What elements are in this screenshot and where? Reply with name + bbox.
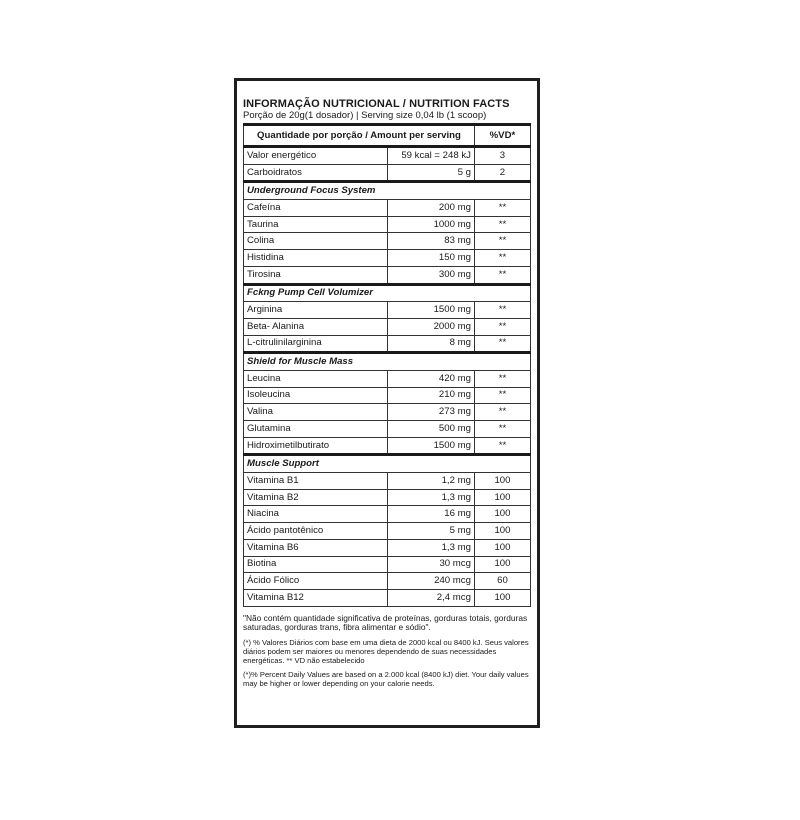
footnote-daily-values-pt: (*) % Valores Diários com base em uma dieta de 2000 kcal ou 8400 kJ. Seus valores diários podem ser maiores ou menores dependendo de suas necessidades energéticas. ** VD não estabelecido: [243, 637, 529, 665]
nutrient-vd: 100: [474, 539, 530, 556]
nutrient-amount: 150 mg: [387, 250, 474, 267]
nutrient-row: [244, 437, 531, 455]
nutrient-name: Cafeína: [244, 200, 388, 217]
nutrient-vd: **: [474, 421, 530, 438]
nutrient-amount: 210 mg: [387, 387, 474, 404]
nutrient-vd: **: [474, 404, 530, 421]
nutrient-name: Vitamina B1: [244, 473, 388, 490]
section-title: Underground Focus System: [244, 182, 531, 200]
nutrient-vd: **: [474, 200, 530, 217]
nutrient-vd: 2: [474, 164, 530, 182]
nutrient-name: Arginina: [244, 302, 388, 319]
nutrient-name: Carboidratos: [244, 164, 388, 182]
nutrient-vd: 100: [474, 489, 530, 506]
section-header: [244, 353, 531, 371]
nutrient-row: [244, 250, 531, 267]
nutrient-row: [244, 489, 531, 506]
nutrient-name: Valor energético: [244, 147, 388, 165]
nutrient-amount: 1500 mg: [387, 437, 474, 455]
nutrient-vd: **: [474, 250, 530, 267]
nutrient-name: Biotina: [244, 556, 388, 573]
nutrient-row: [244, 164, 531, 182]
nutrient-row: [244, 216, 531, 233]
nutrient-amount: 16 mg: [387, 506, 474, 523]
nutrient-amount: 30 mcg: [387, 556, 474, 573]
nutrient-row: [244, 370, 531, 387]
nutrient-name: Vitamina B2: [244, 489, 388, 506]
nutrient-amount: 200 mg: [387, 200, 474, 217]
nutrient-name: Taurina: [244, 216, 388, 233]
nutrient-name: Ácido Fólico: [244, 573, 388, 590]
nutrient-amount: 5 mg: [387, 523, 474, 540]
nutrient-amount: 1000 mg: [387, 216, 474, 233]
nutrient-row: [244, 233, 531, 250]
nutrient-amount: 1,3 mg: [387, 539, 474, 556]
nutrient-vd: 100: [474, 523, 530, 540]
nutrient-amount: 1,3 mg: [387, 489, 474, 506]
serving-size: Porção de 20g(1 dosador) | Serving size 0,04 lb (1 scoop): [243, 110, 487, 121]
nutrient-vd: 3: [474, 147, 530, 165]
nutrient-name: Tirosina: [244, 266, 388, 284]
vd-header: %VD*: [474, 125, 530, 147]
nutrient-vd: **: [474, 233, 530, 250]
nutrient-amount: 2,4 mcg: [387, 589, 474, 606]
section-title: Fckng Pump Cell Volumizer: [244, 284, 531, 302]
nutrient-vd: **: [474, 437, 530, 455]
nutrient-row: [244, 539, 531, 556]
table-header: [244, 125, 531, 147]
section-header: [244, 284, 531, 302]
nutrient-name: Isoleucina: [244, 387, 388, 404]
nutrient-amount: 83 mg: [387, 233, 474, 250]
nutrient-amount: 240 mcg: [387, 573, 474, 590]
amount-per-serving-header: Quantidade por porção / Amount per serving: [244, 125, 475, 147]
nutrient-name: Niacina: [244, 506, 388, 523]
nutrient-row: [244, 387, 531, 404]
nutrient-amount: 1,2 mg: [387, 473, 474, 490]
nutrient-amount: 500 mg: [387, 421, 474, 438]
section-header: [244, 182, 531, 200]
footnotes: [243, 614, 531, 688]
label-title: INFORMAÇÃO NUTRICIONAL / NUTRITION FACTS: [243, 98, 510, 110]
nutrient-row: [244, 200, 531, 217]
nutrient-name: Glutamina: [244, 421, 388, 438]
nutrient-row: [244, 556, 531, 573]
nutrient-name: L-citrulinilarginina: [244, 335, 388, 353]
nutrient-name: Vitamina B6: [244, 539, 388, 556]
nutrient-amount: 273 mg: [387, 404, 474, 421]
nutrient-vd: **: [474, 302, 530, 319]
nutrient-row: [244, 266, 531, 284]
nutrient-row: [244, 302, 531, 319]
footnote-daily-values-en: (*)% Percent Daily Values are based on a 2.000 kcal (8400 kJ) diet. Your daily values may be higher or lower depending on your calorie needs.: [243, 669, 529, 688]
nutrient-name: Histidina: [244, 250, 388, 267]
nutrient-amount: 8 mg: [387, 335, 474, 353]
nutrient-vd: **: [474, 387, 530, 404]
nutrient-row: [244, 147, 531, 165]
nutrition-facts-label: [234, 78, 540, 728]
footnote-no-significant: "Não contém quantidade significativa de proteínas, gorduras totais, gorduras saturadas, gorduras trans, fibra alimentar e sódio".: [243, 612, 528, 633]
nutrient-row: [244, 573, 531, 590]
nutrient-row: [244, 523, 531, 540]
nutrient-row: [244, 473, 531, 490]
nutrient-amount: 420 mg: [387, 370, 474, 387]
nutrient-vd: 100: [474, 556, 530, 573]
nutrient-vd: **: [474, 318, 530, 335]
nutrient-name: Leucina: [244, 370, 388, 387]
nutrient-vd: 100: [474, 473, 530, 490]
nutrient-name: Beta- Alanina: [244, 318, 388, 335]
nutrient-name: Vitamina B12: [244, 589, 388, 606]
nutrient-vd: **: [474, 370, 530, 387]
nutrient-vd: **: [474, 335, 530, 353]
nutrient-vd: 100: [474, 589, 530, 606]
nutrient-vd: 60: [474, 573, 530, 590]
nutrient-amount: 2000 mg: [387, 318, 474, 335]
nutrient-amount: 5 g: [387, 164, 474, 182]
nutrient-amount: 300 mg: [387, 266, 474, 284]
section-title: Muscle Support: [244, 455, 531, 473]
nutrient-name: Hidroximetilbutirato: [244, 437, 388, 455]
nutrient-row: [244, 404, 531, 421]
nutrient-vd: 100: [474, 506, 530, 523]
nutrient-vd: **: [474, 266, 530, 284]
nutrient-row: [244, 318, 531, 335]
nutrient-name: Ácido pantotênico: [244, 523, 388, 540]
nutrient-name: Valina: [244, 404, 388, 421]
section-header: [244, 455, 531, 473]
nutrient-amount: 1500 mg: [387, 302, 474, 319]
nutrient-row: [244, 506, 531, 523]
nutrient-row: [244, 589, 531, 606]
nutrient-amount: 59 kcal = 248 kJ: [387, 147, 474, 165]
nutrient-row: [244, 335, 531, 353]
section-title: Shield for Muscle Mass: [244, 353, 531, 371]
nutrient-row: [244, 421, 531, 438]
nutrient-vd: **: [474, 216, 530, 233]
nutrition-table: [243, 123, 531, 607]
nutrient-name: Colina: [244, 233, 388, 250]
